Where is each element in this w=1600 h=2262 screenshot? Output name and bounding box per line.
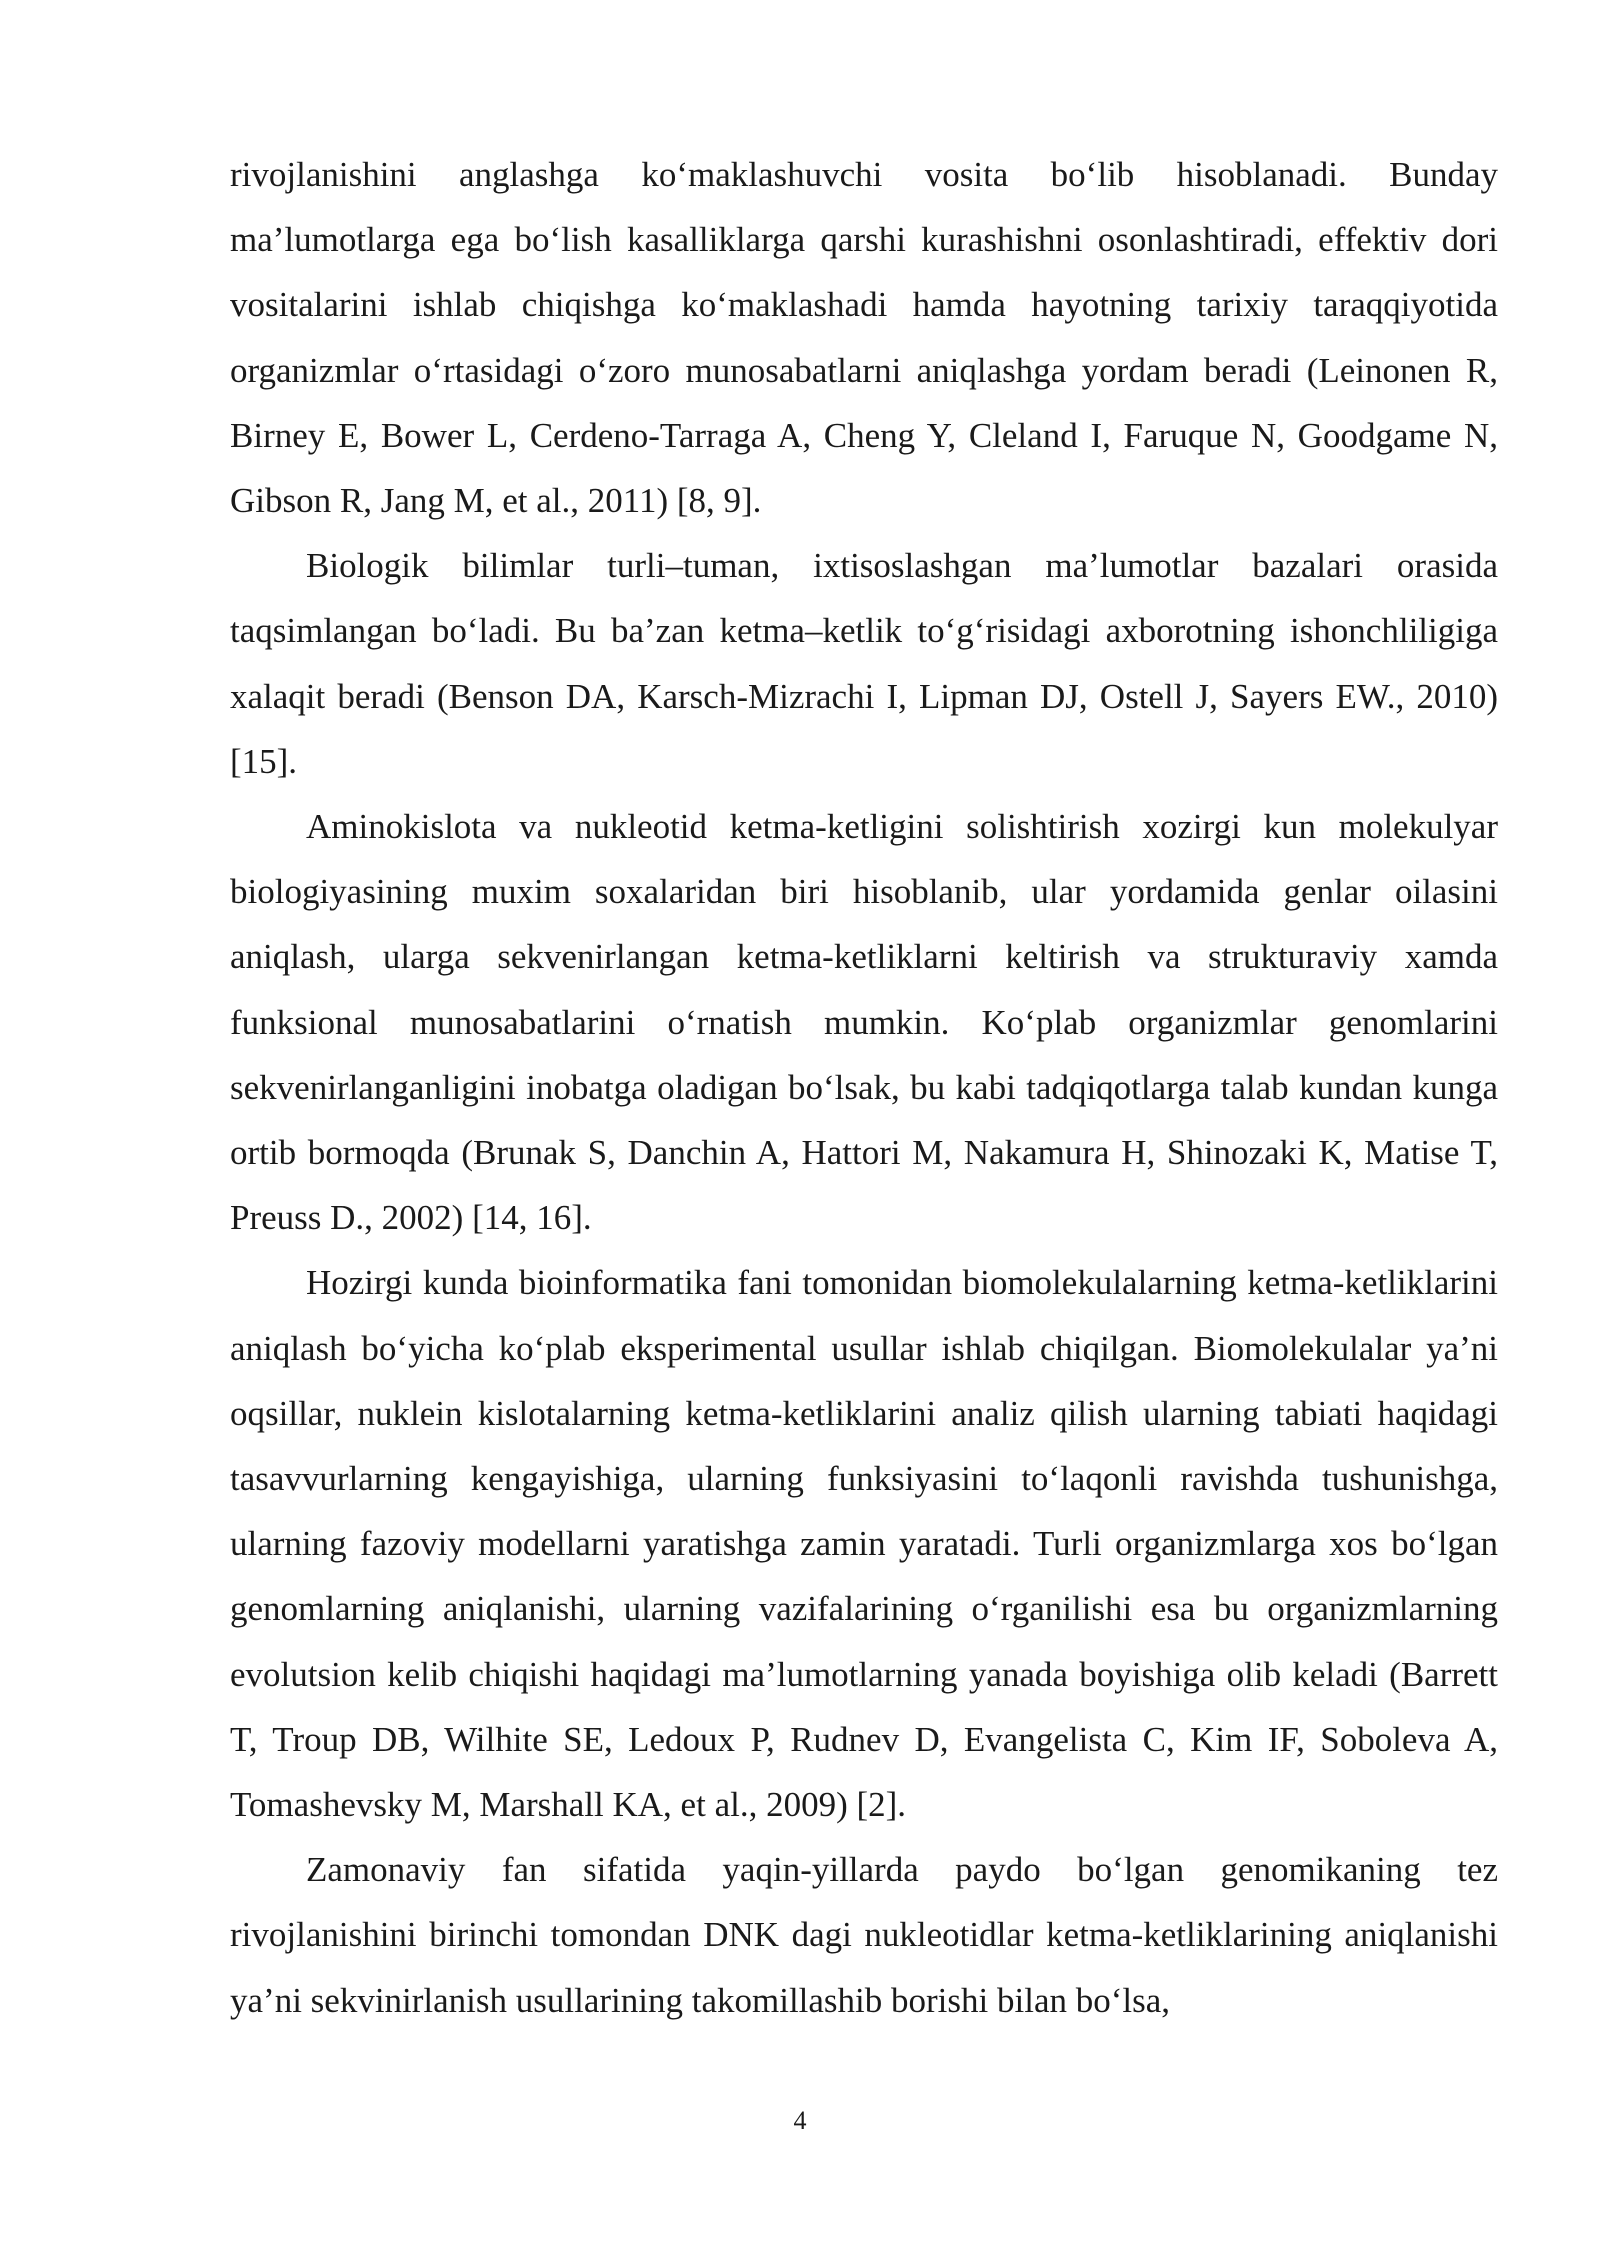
paragraph-continuation: rivojlanishini anglashga ko‘maklashuvchi vosita bo‘lib hisoblanadi. Bunday ma’lumotlarga ega bo‘lish kasalliklarga qarshi kurashishni osonlashtiradi, effektiv dori vositalarini ishlab chiqishga ko‘maklashadi hamda hayotning tarixiy taraqqiyotida organizmlar o‘rtasidagi o‘zoro munosabatlarni aniqlashga yordam beradi (Leinonen R, Birney E, Bower L, Cerdeno-Tarraga A, Cheng Y, Cleland I, Faruque N, Goodgame N, Gibson R, Jang M, et al., 2011) [8, 9].	[230, 155, 1498, 521]
paragraph: Zamonaviy fan sifatida yaqin-yillarda paydo bo‘lgan genomikaning tez rivojlanishini birinchi tomondan DNK dagi nukleotidlar ketma-ketliklarining aniqlanishi ya’ni sekvinirlanish usullarining takomillashib borishi bilan bo‘lsa,	[230, 1850, 1498, 2020]
body-text	[230, 142, 1498, 2033]
page-number: 4	[793, 2106, 807, 2135]
paragraph: Hozirgi kunda bioinformatika fani tomonidan biomolekulalarning ketma-ketliklarini aniqlash bo‘yicha ko‘plab eksperimental usullar ishlab chiqilgan. Biomolekulalar ya’ni oqsillar, nuklein kislotalarning ketma-ketliklarini analiz qilish ularning tabiati haqidagi tasavvurlarning kengayishiga, ularning funksiyasini to‘laqonli ravishda tushunishga, ularning fazoviy modellarni yaratishga zamin yaratadi. Turli organizmlarga xos bo‘lgan genomlarning aniqlanishi, ularning vazifalarining o‘rganilishi esa bu organizmlarning evolutsion kelib chiqishi haqidagi ma’lumotlarning yanada boyishiga olib keladi (Barrett T, Troup DB, Wilhite SE, Ledoux P, Rudnev D, Evangelista C, Kim IF, Soboleva A, Tomashevsky M, Marshall KA, et al., 2009) [2].	[230, 1263, 1498, 1825]
paragraph: Aminokislota va nukleotid ketma-ketligini solishtirish xozirgi kun molekulyar biologiyasining muxim soxalaridan biri hisoblanib, ular yordamida genlar oilasini aniqlash, ularga sekvenirlangan ketma-ketliklarni keltirish va strukturaviy xamda funksional munosabatlarini o‘rnatish mumkin. Ko‘plab organizmlar genomlarini sekvenirlanganligini inobatga oladigan bo‘lsak, bu kabi tadqiqotlarga talab kundan kunga ortib bormoqda (Brunak S, Danchin A, Hattori M, Nakamura H, Shinozaki K, Matise T, Preuss D., 2002) [14, 16].	[230, 807, 1498, 1238]
paragraph: Biologik bilimlar turli–tuman, ixtisoslashgan ma’lumotlar bazalari orasida taqsimlangan bo‘ladi. Bu ba’zan ketma–ketlik to‘g‘risidagi axborotning ishonchliligiga xalaqit beradi (Benson DA, Karsch-Mizrachi I, Lipman DJ, Ostell J, Sayers EW., 2010) [15].	[230, 546, 1498, 781]
